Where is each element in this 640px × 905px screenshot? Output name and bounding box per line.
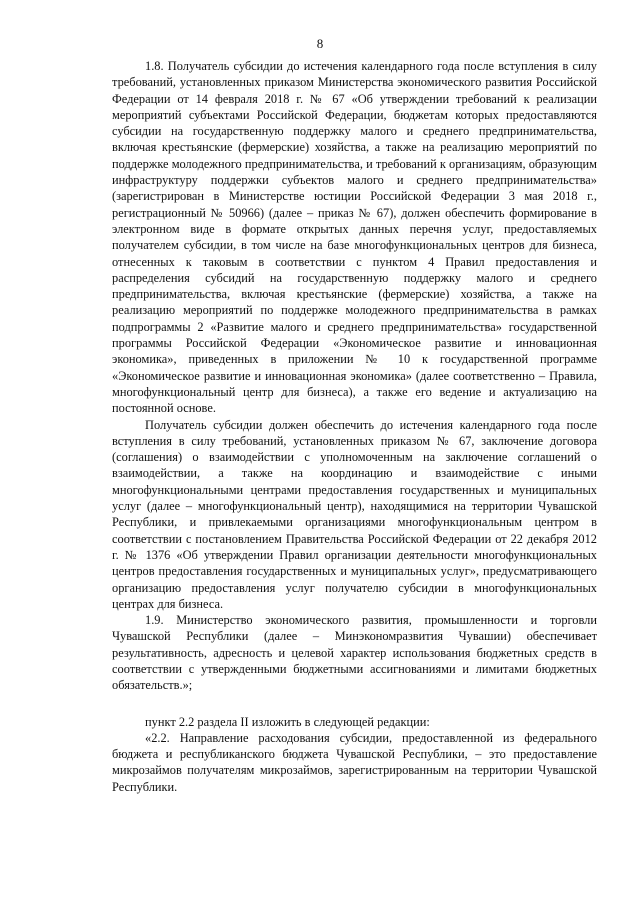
paragraph-recipient-obligation: Получатель субсидии должен обеспечить до истечения календарного года после вступления в силу требований, установленных приказом № 67, заключение договора (соглашения) о взаимодействии с уполномоченным на заключение соглашений о взаимодействии, а также на координацию и взаимодействие с иными многофункциональными центрами предоставления государственных и муниципальных услуг (далее – многофункциональный центр), находящимися на территории Чувашской Республики, и привлекаемыми организациями многофункциональным центром в соответствии с постановлением Правительства Российской Федерации от 22 декабря 2012 г. № 1376 «Об утверждении Правил организации деятельности многофункциональных центров предоставления государственных и муниципальных услуг», предусматривающего организацию предоставления услуг получателю субсидии в многофункциональных центрах для бизнеса. [112, 417, 597, 611]
page-number: 8 [316, 36, 324, 51]
paragraph-1-9: 1.9. Министерство экономического развития, промышленности и торговли Чувашской Республики (далее – Минэкономразвития Чувашии) обеспечивает результативность, адресность и целевой характер использования бюджетных средств в соответствии с утвержденными бюджетными ассигнованиями и лимитами бюджетных обязательств.»; [112, 613, 597, 693]
paragraph-2-2: «2.2. Направление расходования субсидии, предоставленной из федерального бюджета и республиканского бюджета Чувашской Республики, – это предоставление микрозаймов получателям микрозаймов, зарегистрированным на территории Чувашской Республики. [112, 730, 597, 794]
paragraph-1-8: 1.8. Получатель субсидии до истечения календарного года после вступления в силу требований, установленных приказом Министерства экономического развития Российской Федерации от 14 февраля 2018 г. № 67 «Об утверждении требований к реализации мероприятий субъектами Российской Федерации, бюджетам которых предоставляются субсидии на государственную поддержку малого и среднего предпринимательства, включая крестьянские (фермерские) хозяйства, а также на реализацию мероприятий по поддержке молодежного предпринимательства, и требований к организациям, образующим инфраструктуру поддержки субъектов малого и среднего предпринимательства» (зарегистрирован в Министерстве юстиции Российской Федерации 3 мая 2018 г., регистрационный № 50966) (далее – приказ № 67), должен обеспечить формирование в электронном виде в формате открытых данных перечня услуг, предоставляемых получателем субсидии, в том числе на базе многофункциональных центров для бизнеса, отнесенных к таковым в соответствии с пунктом 4 Правил предоставления и распределения субсидий на государственную поддержку малого и среднего предпринимательства, включая крестьянские (фермерские) хозяйства, а также на реализацию мероприятий по поддержке молодежного предпринимательства в рамках подпрограммы 2 «Развитие малого и среднего предпринимательства» государственной программы Российской Федерации «Экономическое развитие и инновационная экономика», приведенных в приложении № 10 к государственной программе «Экономическое развитие и инновационная экономика» (далее соответственно – Правила, многофункциональный центр для бизнеса), а также его ведение и актуализацию на постоянной основе. [112, 59, 597, 416]
paragraph-amendment-intro: пункт 2.2 раздела II изложить в следующей редакции: [145, 714, 430, 729]
document-body [112, 58, 597, 795]
paragraph-spacer [112, 694, 597, 714]
